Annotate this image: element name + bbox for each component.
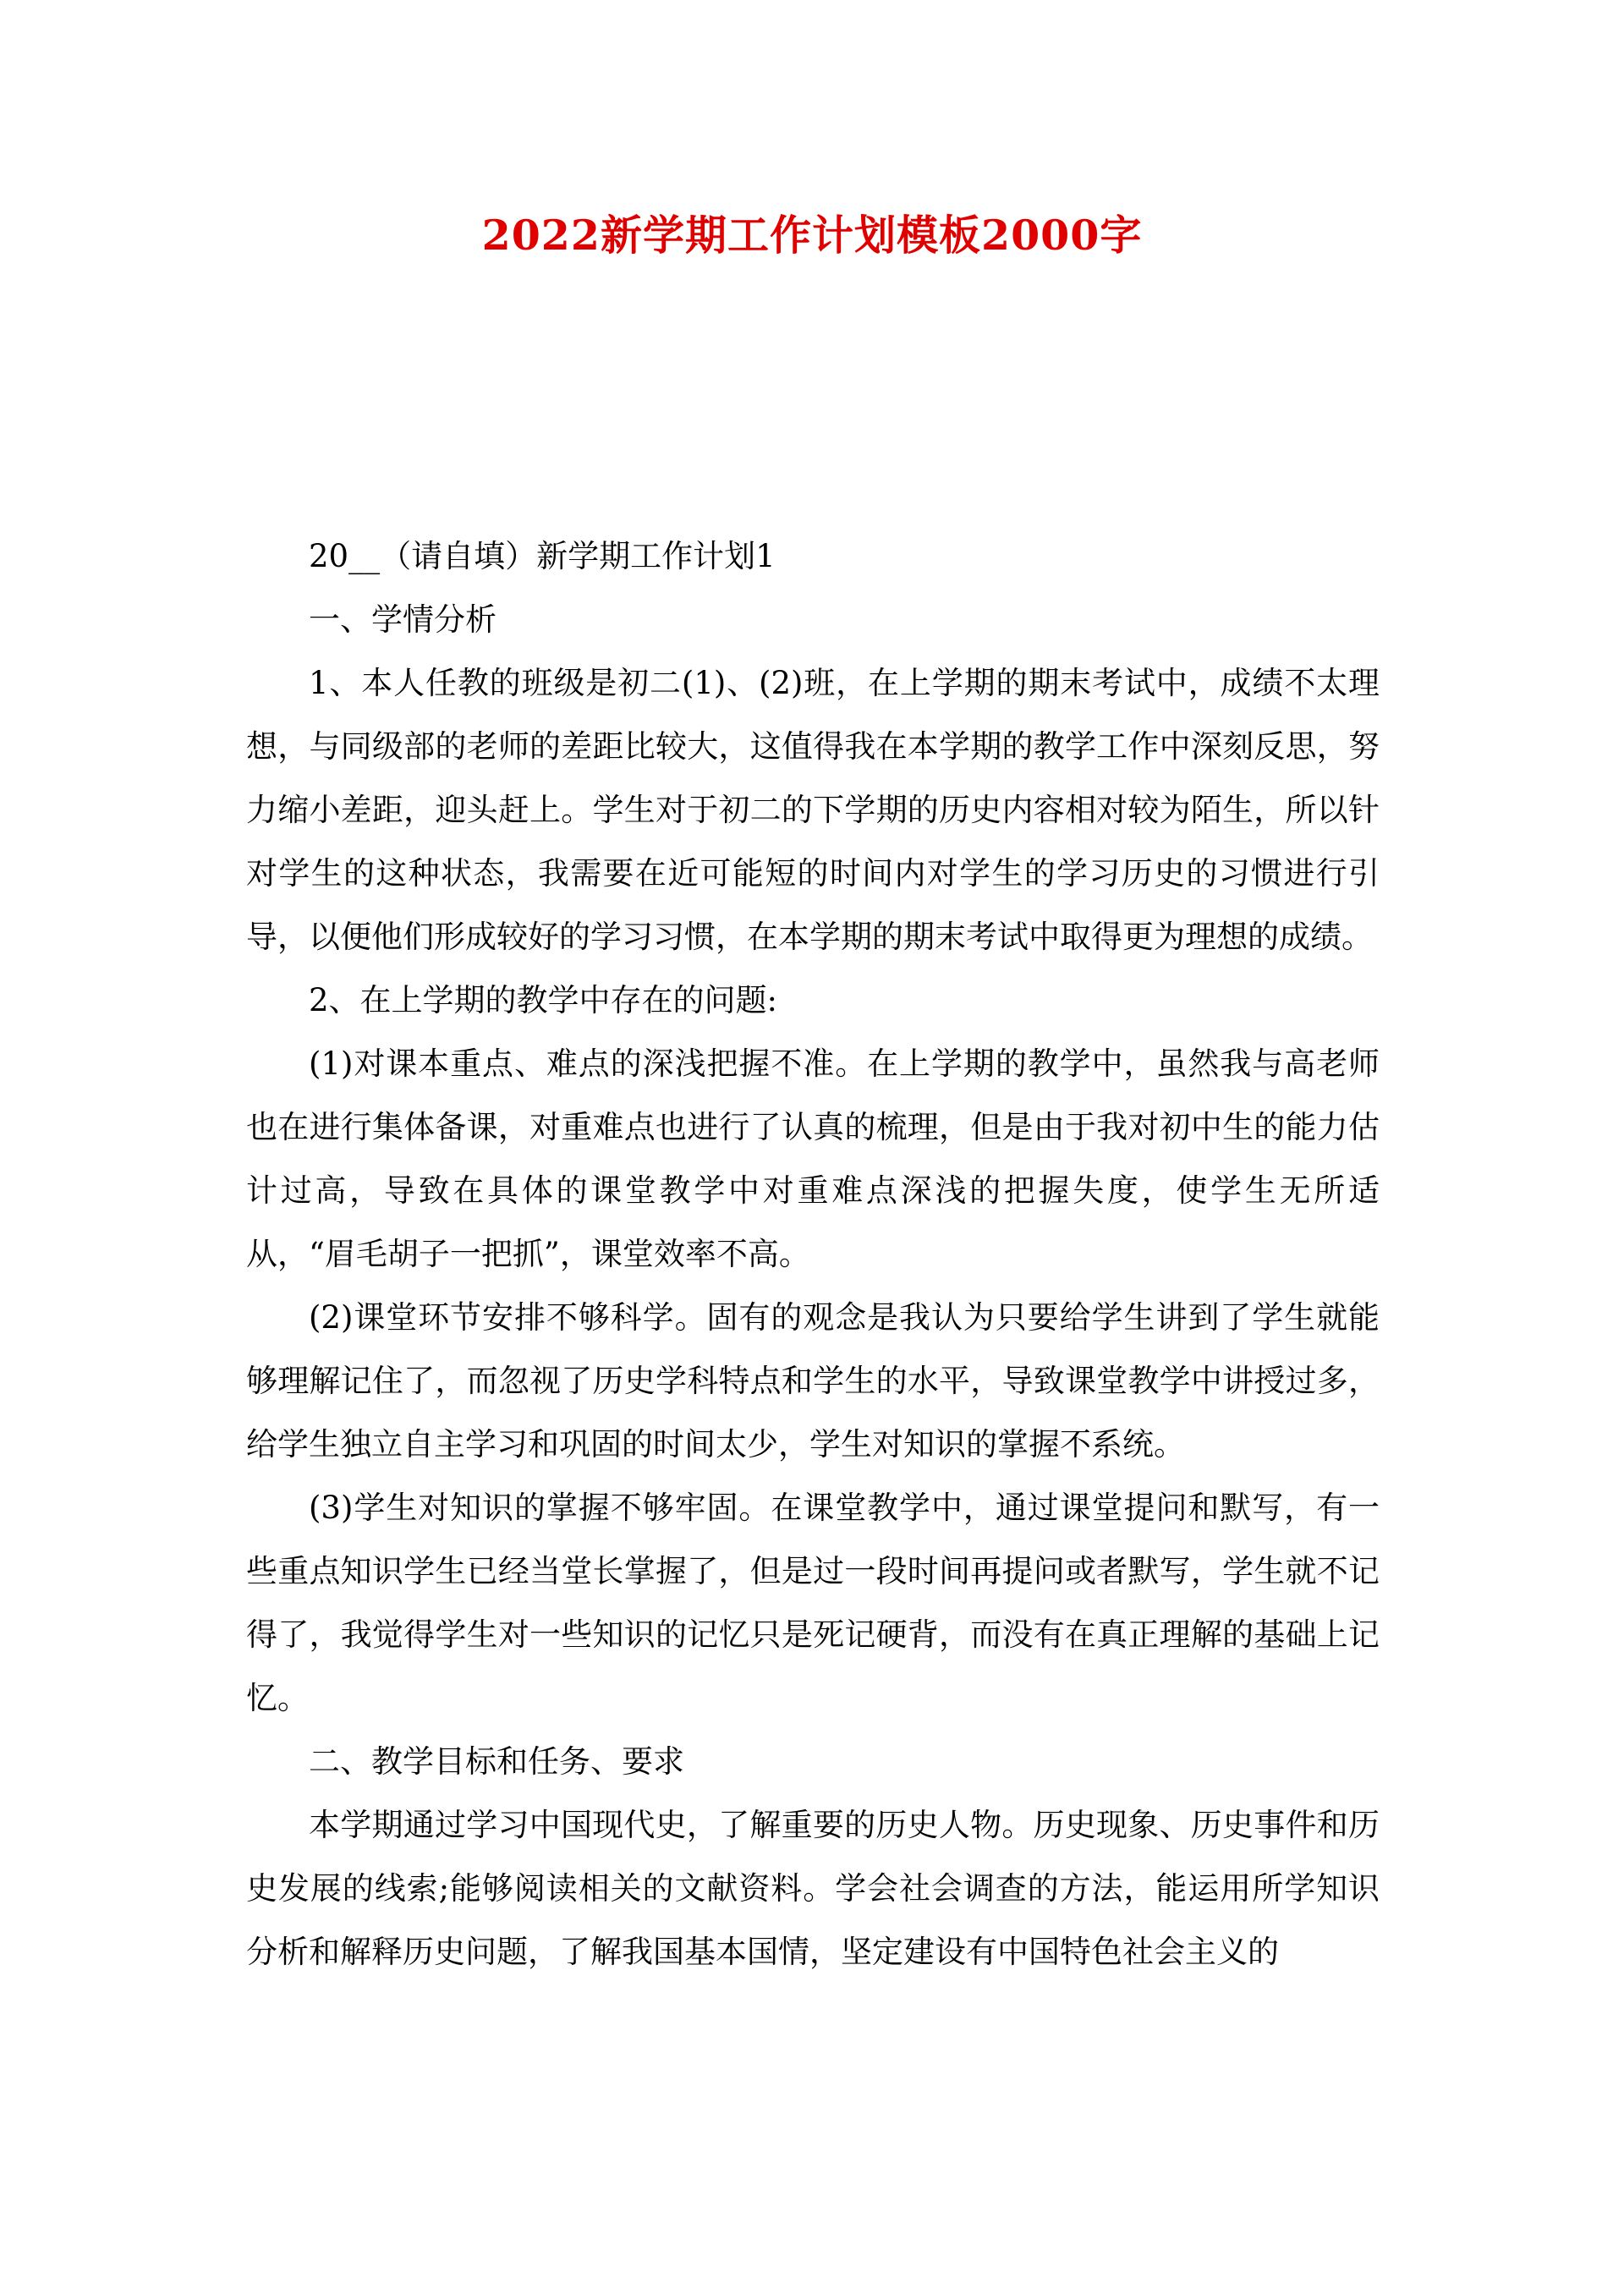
section-heading-analysis: 一、学情分析	[309, 601, 497, 638]
document-body	[246, 524, 1380, 1984]
paragraph-class-situation: 1、本人任教的班级是初二(1)、(2)班，在上学期的期末考试中，成绩不太理想，与同级部的老师的差距比较大，这值得我在本学期的教学工作中深刻反思，努力缩小差距，迎头赶上。学生对于初二的下学期的历史内容相对较为陌生，所以针对学生的这种状态，我需要在近可能短的时间内对学生的学习历史的习惯进行引导，以便他们形成较好的学习习惯，在本学期的期末考试中取得更为理想的成绩。	[246, 665, 1380, 955]
document-title: 2022新学期工作计划模板2000字	[481, 211, 1143, 260]
paragraph-problem-2: (2)课堂环节安排不够科学。固有的观念是我认为只要给学生讲到了学生就能够理解记住了，而忽视了历史学科特点和学生的水平，导致课堂教学中讲授过多，给学生独立自主学习和巩固的时间太少，学生对知识的掌握不系统。	[246, 1299, 1380, 1463]
plan-heading: 20__（请自填）新学期工作计划1	[309, 538, 776, 574]
paragraph-problem-3: (3)学生对知识的掌握不够牢固。在课堂教学中，通过课堂提问和默写，有一些重点知识学生已经当堂长掌握了，但是过一段时间再提问或者默写，学生就不记得了，我觉得学生对一些知识的记忆只是死记硬背，而没有在真正理解的基础上记忆。	[246, 1490, 1380, 1716]
paragraph-problem-1: (1)对课本重点、难点的深浅把握不准。在上学期的教学中，虽然我与高老师也在进行集体备课，对重难点也进行了认真的梳理，但是由于我对初中生的能力估计过高，导致在具体的课堂教学中对重难点深浅的把握失度，使学生无所适从，“眉毛胡子一把抓”，课堂效率不高。	[246, 1045, 1380, 1272]
section-heading-goals: 二、教学目标和任务、要求	[309, 1743, 684, 1780]
paragraph-goals: 本学期通过学习中国现代史，了解重要的历史人物。历史现象、历史事件和历史发展的线索;能够阅读相关的文献资料。学会社会调查的方法，能运用所学知识分析和解释历史问题，了解我国基本国情，坚定建设有中国特色社会主义的	[246, 1807, 1380, 1970]
paragraph-problems-heading: 2、在上学期的教学中存在的问题:	[309, 982, 778, 1018]
